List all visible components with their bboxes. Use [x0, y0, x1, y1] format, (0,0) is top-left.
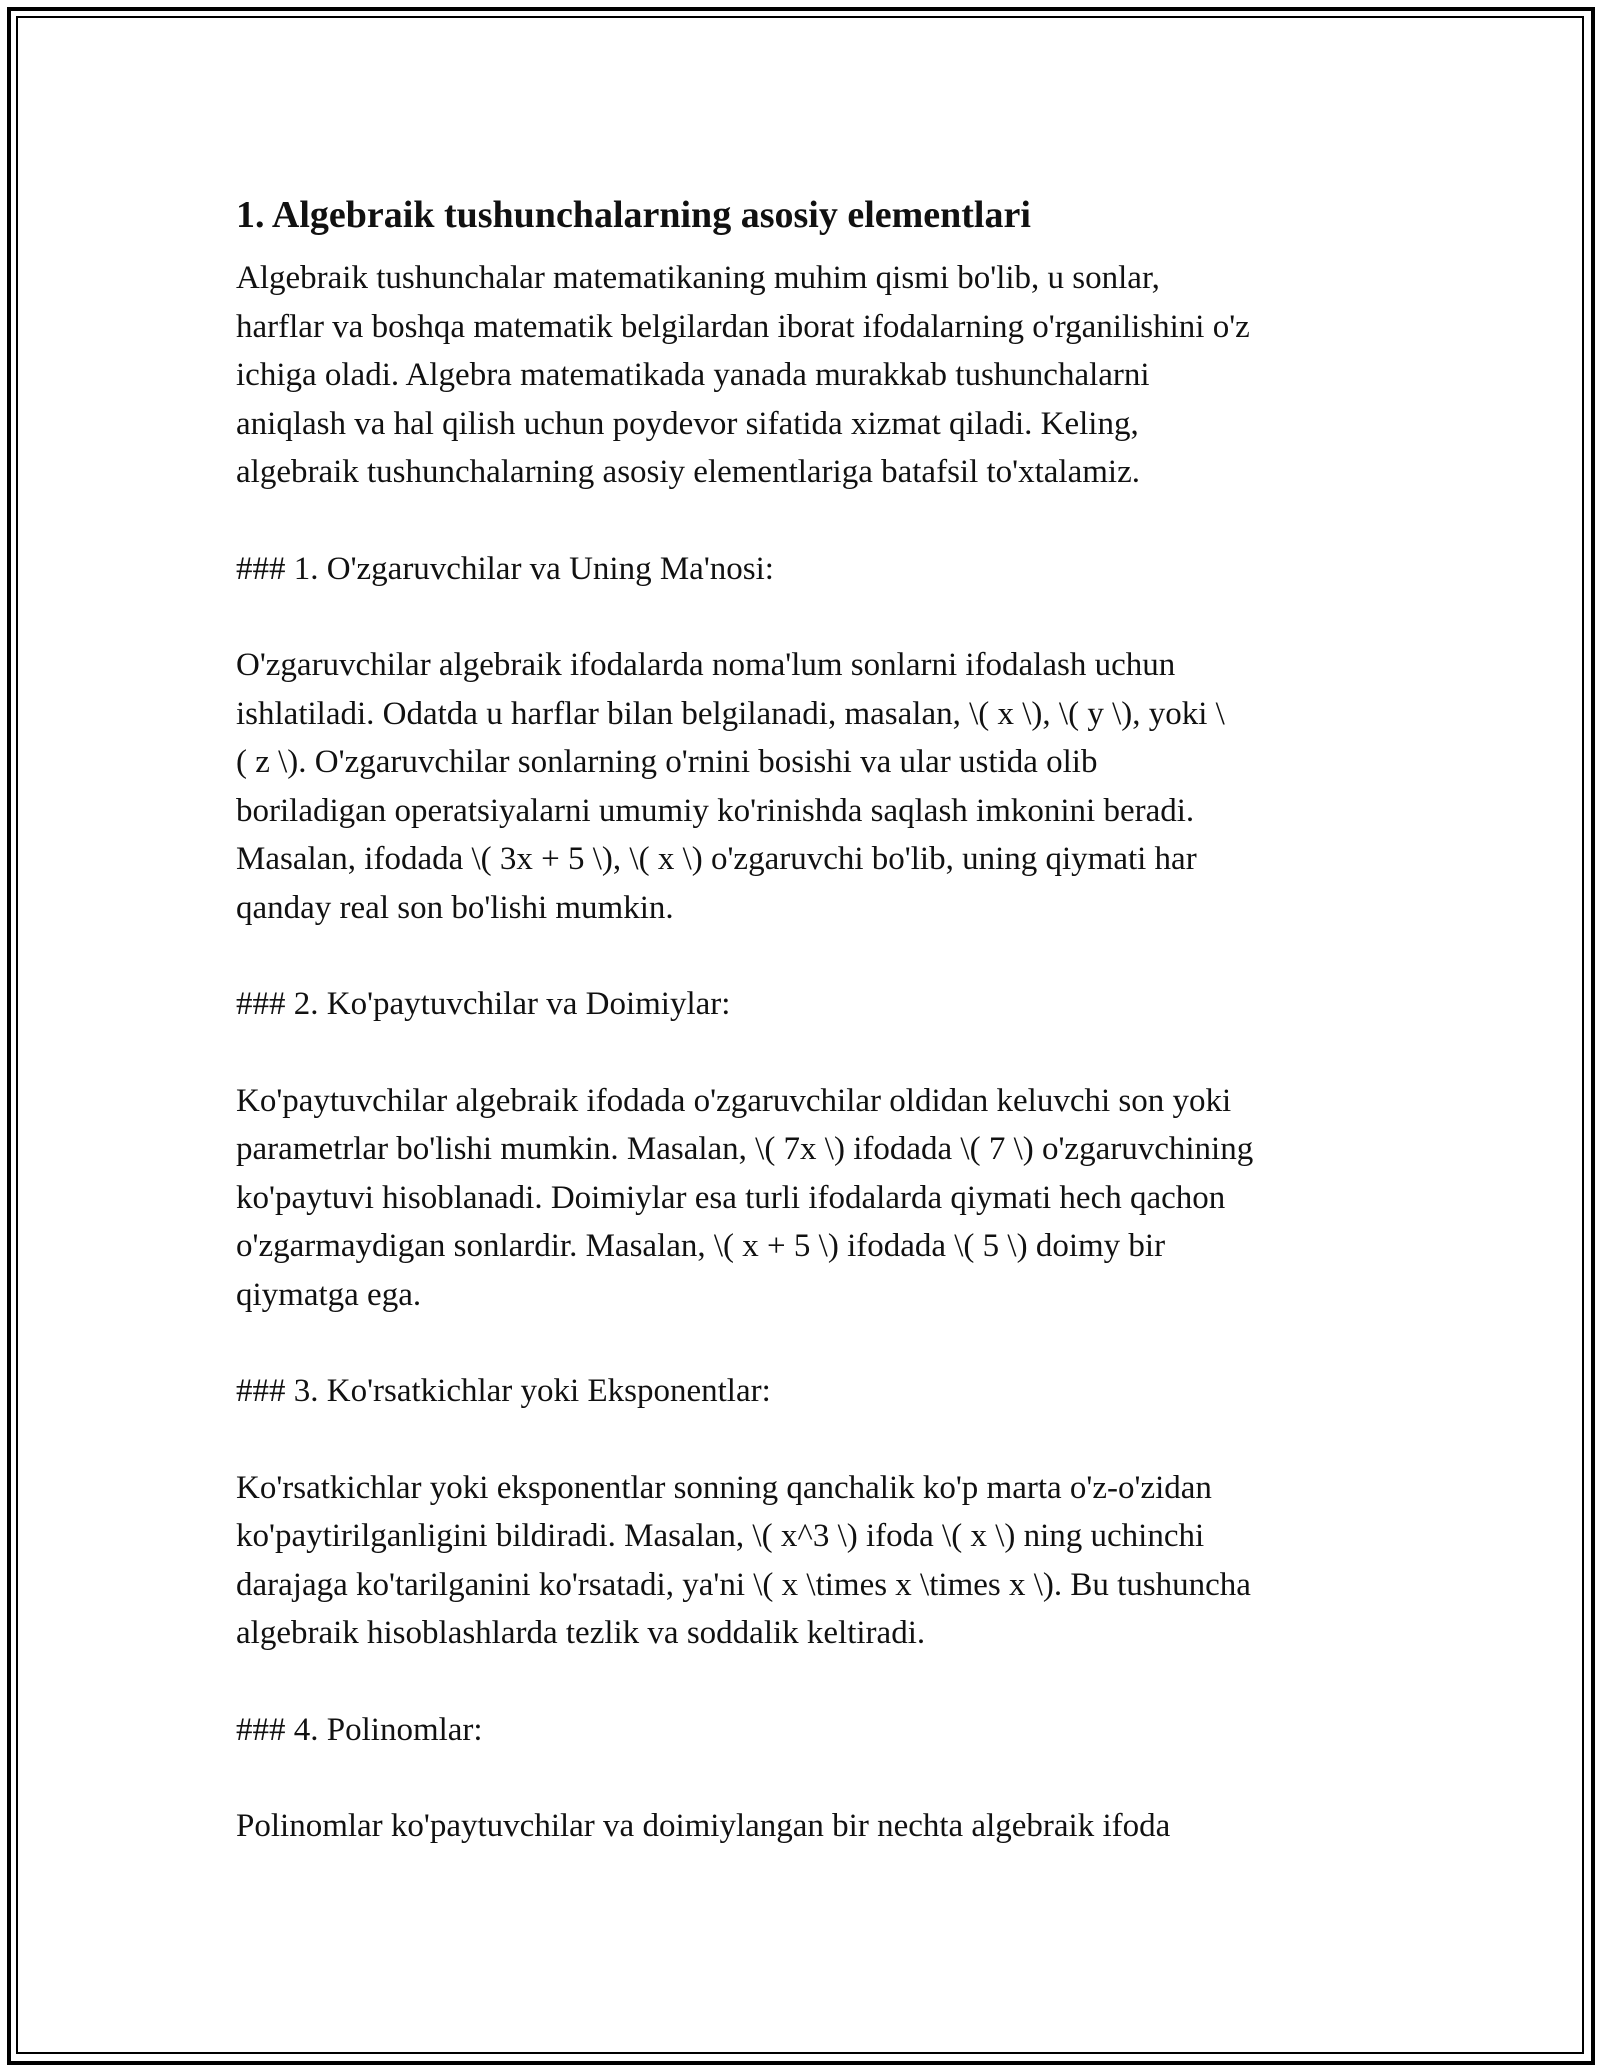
document-title: 1. Algebraik tushunchalarning asosiy elementlari: [236, 194, 1031, 236]
intro-line: harflar va boshqa matematik belgilardan iborat ifodalarning o'rganilishini o'z: [236, 308, 1250, 345]
paragraph-line: parametrlar bo'lishi mumkin. Masalan, \( 7x \) ifodada \( 7 \) o'zgaruvchining: [236, 1131, 1254, 1167]
section-heading: ### 2. Ko'paytuvchilar va Doimiylar:: [236, 986, 731, 1022]
intro-line: aniqlash va hal qilish uchun poydevor sifatida xizmat qiladi. Keling,: [236, 405, 1139, 442]
paragraph-line: boriladigan operatsiyalarni umumiy ko'rinishda saqlash imkonini beradi.: [236, 792, 1195, 829]
section-heading: ### 4. Polinomlar:: [236, 1711, 483, 1748]
paragraph-line: qanday real son bo'lishi mumkin.: [236, 889, 674, 926]
intro-line: ichiga oladi. Algebra matematikada yanada murakkab tushunchalarni: [236, 357, 1150, 393]
paragraph-line: o'zgarmaydigan sonlardir. Masalan, \( x + 5 \) ifodada \( 5 \) doimy bir: [236, 1228, 1166, 1264]
paragraph-line: ko'paytirilganligini bildiradi. Masalan, \( x^3 \) ifoda \( x \) ning uchinchi: [236, 1518, 1205, 1554]
paragraph-line: O'zgaruvchilar algebraik ifodalarda noma'lum sonlarni ifodalash uchun: [236, 647, 1176, 683]
document-page: [236, 188, 1376, 1851]
paragraph-line: ko'paytuvi hisoblanadi. Doimiylar esa turli ifodalarda qiymati hech qachon: [236, 1179, 1226, 1216]
section-heading: ### 1. O'zgaruvchilar va Uning Ma'nosi:: [236, 550, 774, 587]
intro-paragraph: [236, 254, 1376, 497]
paragraph-line: darajaga ko'tarilganini ko'rsatadi, ya'ni \( x \times x \times x \). Bu tushuncha: [236, 1566, 1251, 1603]
paragraph-line: Ko'paytuvchilar algebraik ifodada o'zgaruvchilar oldidan keluvchi son yoki: [236, 1082, 1232, 1119]
section-paragraph: [236, 1802, 1376, 1851]
paragraph-line: Masalan, ifodada \( 3x + 5 \), \( x \) o'zgaruvchi bo'lib, uning qiymati har: [236, 841, 1197, 877]
section-paragraph: [236, 1077, 1376, 1320]
intro-line: Algebraik tushunchalar matematikaning muhim qismi bo'lib, u sonlar,: [236, 260, 1160, 296]
paragraph-line: ishlatiladi. Odatda u harflar bilan belgilanadi, masalan, \( x \), \( y \), yoki \: [236, 695, 1225, 732]
paragraph-line: ( z \). O'zgaruvchilar sonlarning o'rnini bosishi va ular ustida olib: [236, 744, 1098, 780]
paragraph-line: Ko'rsatkichlar yoki eksponentlar sonning qanchalik ko'p marta o'z-o'zidan: [236, 1469, 1212, 1506]
section-heading: ### 3. Ko'rsatkichlar yoki Eksponentlar:: [236, 1373, 771, 1409]
intro-line: algebraik tushunchalarning asosiy elementlariga batafsil to'xtalamiz.: [236, 454, 1140, 490]
paragraph-line: qiymatga ega.: [236, 1276, 422, 1313]
section-paragraph: [236, 641, 1376, 932]
section-paragraph: [236, 1464, 1376, 1658]
paragraph-line: Polinomlar ko'paytuvchilar va doimiylangan bir nechta algebraik ifoda: [236, 1808, 1171, 1844]
paragraph-line: algebraik hisoblashlarda tezlik va soddalik keltiradi.: [236, 1615, 926, 1651]
